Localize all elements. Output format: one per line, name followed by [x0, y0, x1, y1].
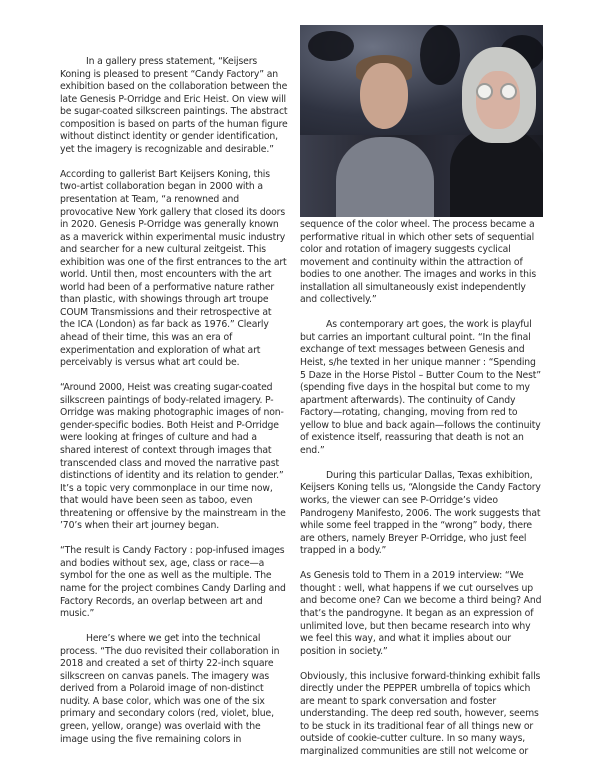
photo-person-left-face — [360, 63, 408, 129]
paragraph-result: “The result is Candy Factory : pop-infused images and bodies without sex, age, class or race—a symbol for the one as well as the multiple. The name for the project combines Candy Darling and Factory Records, an overlap between art and music.” — [60, 545, 286, 620]
paragraph-contemporary-art: As contemporary art goes, the work is playful but carries an important cultural point. “In the final exchange of text messages between Genesis and Heist, s/he texted in her unique manner : “Spending 5 Daze in the Horse Pistol – Butter Coum to the Nest” (spending five days in the hospital but come to my apartment afterwards). The continuity of Candy Factory—rotating, changing, moving from red to yellow to blue and back again—follows the continuity of existence itself, reassuring that death is not an end.” — [300, 319, 541, 456]
photo-paint-splash — [420, 25, 460, 85]
paragraph-pepper-umbrella: Obviously, this inclusive forward-thinking exhibit falls directly under the PEPPER umbrella of topics which are meant to spark conversation and foster understanding. The deep red south, however, seems to be stuck in its traditional fear of all things new or outside of cookie-cutter culture. In so many ways, marginalized communities are still not welcome or — [300, 670, 541, 757]
portrait-photo — [300, 25, 543, 217]
left-column — [60, 0, 288, 759]
paragraph-color-wheel: sequence of the color wheel. The process became a performative ritual in which other sets of sequential color and rotation of imagery suggests cyclical movement and continuity within the attraction of bodies to one another. The images and works in this installation all simultaneously exist independently and collectively.” — [300, 219, 537, 306]
photo-paint-splash — [308, 31, 354, 61]
photo-person-left-body — [336, 137, 434, 217]
paragraph-them-interview: As Genesis told to Them in a 2019 interview: “We thought : well, what happens if we cut ourselves up and become one? Can we become a third being? And that’s the pandrogyne. It began as an expression of unlimited love, but then became research into why we feel this way, and what it implies about our position in society.” — [300, 570, 542, 657]
right-column — [300, 0, 543, 771]
paragraph-technical-process: Here’s where we get into the technical process. “The duo revisited their collaboration in 2018 and created a set of thirty 22-inch square silkscreen on canvas panels. The imagery was derived from a Polaroid image of non-distinct nudity. A base color, which was one of the six primary and secondary colors (red, violet, blue, green, yellow, orange) was overlaid with the image using the five remaining colors in — [60, 633, 280, 745]
paragraph-around-2000: “Around 2000, Heist was creating sugar-coated silkscreen paintings of body-related imagery. P-Orridge was making photographic images of non-gender-specific bodies. Both Heist and P-Orridge were looking at fringes of culture and had a shared interest of context through images that transcended class and moved the narrative past distinctions of identity and its relation to gender.” It’s a topic very commonplace in our time now, that would have been seen as taboo, even threatening or offensive by the mainstream in the ’70’s when their art journey began. — [60, 382, 286, 532]
paragraph-press-statement: In a gallery press statement, “Keijsers Koning is pleased to present “Candy Factory” an exhibition based on the collaboration between the late Genesis P-Orridge and Eric Heist. On view will be sugar-coated silkscreen paintings. The abstract composition is based on parts of the human figure without distinct identity or gender identification, yet the imagery is recognizable and desirable.” — [60, 56, 288, 155]
top-spacer — [60, 0, 288, 56]
photo-person-right-face — [476, 71, 520, 129]
paragraph-dallas-exhibition: During this particular Dallas, Texas exhibition, Keijsers Koning tells us, “Alongside the Candy Factory works, the viewer can see P-Orridge’s video Pandrogeny Manifesto, 2006. The work suggests that while some feel trapped in the “wrong” body, there are others, namely Breyer P-Orridge, who just feel trapped in a body.” — [300, 469, 541, 557]
paragraph-gallerist: According to gallerist Bart Keijsers Koning, this two-artist collaboration began in 2000 with a presentation at Team, “a renowned and provocative New York gallery that closed its doors in 2020. Genesis P-Orridge was generally known as a maverick within experimental music industry and searcher for a new cultural zeitgeist. This exhibition was one of the first entrances to the art world. Until then, most encounters with the art world had been of a performative nature rather than plastic, with showings through art troupe COUM Transmissions and their retrospective at the ICA (London) as far back as 1976.” Clearly ahead of their time, this was an era of experimentation and exploration of what art perceivably is versus what art could be. — [60, 168, 287, 369]
sunglasses-lens-icon — [476, 83, 493, 100]
sunglasses-lens-icon — [500, 83, 517, 100]
